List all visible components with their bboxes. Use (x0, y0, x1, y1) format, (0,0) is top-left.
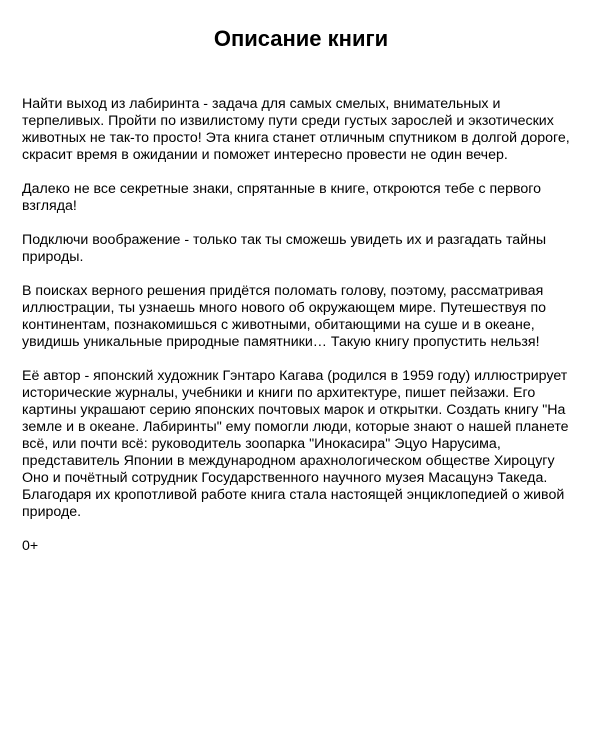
description-body (22, 96, 580, 555)
paragraph-imagination: Подключи воображение - только так ты сможешь увидеть их и разгадать тайны природы. (22, 232, 547, 265)
paragraph-labyrinth-intro: Найти выход из лабиринта - задача для самых смелых, внимательных и терпеливых. Пройти по извилистому пути среди густых зарослей и экзотических животных не так-то просто! Эта книга станет отличным спутником в долгой дороге, скрасит время в ожидании и поможет интересно провести не один вечер. (22, 96, 570, 163)
paragraph-secret-signs: Далеко не все секретные знаки, спрятанные в книге, откроются тебе с первого взгляда! (22, 181, 541, 214)
paragraph-illustrations: В поисках верного решения придётся поломать голову, поэтому, рассматривая иллюстрации, ты узнаешь много нового об окружающем мире. Путешествуя по континентам, познакомишься с животными, обитающими на суше и в океане, увидишь уникальные природные памятники… Такую книгу пропустить нельзя! (22, 283, 547, 350)
paragraph-author: Её автор - японский художник Гэнтаро Кагава (родился в 1959 году) иллюстрирует исторические журналы, учебники и книги по архитектуре, пишет пейзажи. Его картины украшают серию японских почтовых марок и открытки. Создать книгу "На земле и в океане. Лабиринты" ему помогли люди, которые знают о нашей планете всё, или почти всё: руководитель зоопарка "Инокасира" Эцуо Нарусима, представитель Японии в международном арахнологическом обществе Хироцугу Оно и почётный сотрудник Государственного научного музея Масацунэ Такеда. Благодаря их кропотливой работе книга стала настоящей энциклопедией о живой природе. (22, 368, 569, 520)
age-rating: 0+ (22, 538, 39, 554)
page-title: Описание книги (213, 26, 389, 51)
